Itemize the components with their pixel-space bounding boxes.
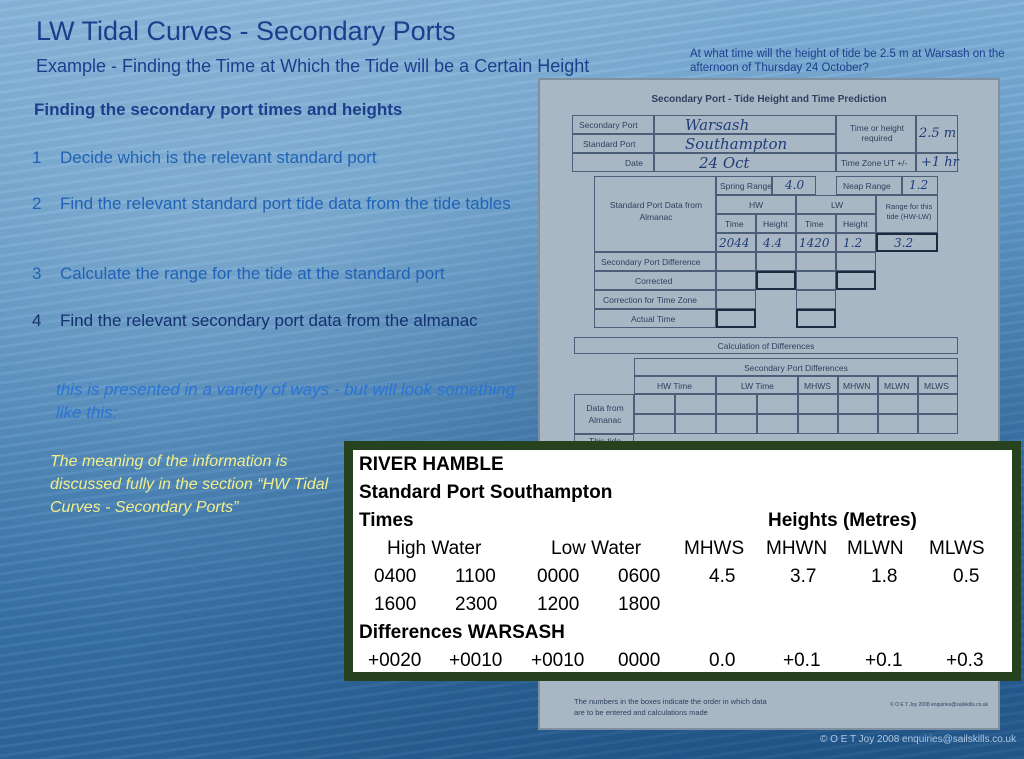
- step-number: 4: [32, 311, 42, 330]
- almanac-diff-time: +0020: [368, 650, 422, 671]
- form-copyright: © O E T Joy 2008 enquiries@sailskills.co.uk: [890, 702, 989, 708]
- secondary-port-label-box: [572, 115, 654, 134]
- date-label-box: [572, 153, 654, 172]
- col-mhwn: MHWN: [843, 381, 871, 391]
- form-cell: [798, 414, 838, 434]
- range-value: 3.2: [894, 236, 914, 250]
- question-text: At what time will the height of tide be 2.5 m at Warsash on the afternoon of Thursday 24 October?: [690, 48, 1005, 74]
- col-hw-time-box: [634, 376, 716, 394]
- standard-port-label: Standard Port: [583, 139, 636, 149]
- col-lw-time-box: [716, 376, 798, 394]
- lw-header: LW: [831, 200, 844, 210]
- col-mhwn-box: [838, 376, 878, 394]
- correction-tz-label: Correction for Time Zone: [603, 295, 698, 305]
- neap-range-label-box: [836, 176, 902, 195]
- form-cell: [878, 414, 918, 434]
- step-number: 1: [32, 148, 42, 167]
- col-hw-time: HW Time: [657, 381, 692, 391]
- lw-header-box: [796, 195, 876, 214]
- hw-time-header-box: [716, 214, 756, 233]
- lw-time-field: [796, 233, 836, 252]
- almanac-height-value: 4.5: [709, 566, 736, 587]
- form-cell: [716, 414, 757, 434]
- form-cell: [716, 394, 757, 414]
- almanac-height-value: 1.8: [871, 566, 898, 587]
- form-cell: [716, 309, 756, 328]
- corrected-label-box: [594, 271, 716, 290]
- hw-time-value: 2044: [719, 236, 750, 250]
- lw-time-header: Time: [805, 219, 824, 229]
- corrected-label: Corrected: [635, 276, 673, 286]
- data-almanac-label-box: [574, 394, 634, 434]
- form-cell: [796, 271, 836, 290]
- almanac-col-header: MHWN: [766, 538, 828, 559]
- almanac-col-header: MLWN: [847, 538, 904, 559]
- spring-range-field: [772, 176, 816, 195]
- almanac-time-value: 2300: [455, 594, 498, 615]
- std-data-label-box: [594, 176, 716, 252]
- almanac-time-value: 1100: [455, 566, 496, 587]
- almanac-diff-time: +0010: [531, 650, 585, 671]
- lw-height-header: Height: [843, 219, 868, 229]
- hw-header-box: [716, 195, 796, 214]
- almanac-time-value: 0600: [618, 566, 661, 587]
- form-cell: [757, 394, 798, 414]
- range-field: [876, 233, 938, 252]
- step-number: 3: [32, 264, 42, 283]
- almanac-diff-height: +0.3: [946, 650, 984, 671]
- lw-height-value: 1.2: [843, 236, 863, 250]
- form-cell: [634, 394, 675, 414]
- hw-header: HW: [749, 200, 764, 210]
- lw-time-value: 1420: [799, 236, 830, 250]
- hw-height-field: [756, 233, 796, 252]
- date-field: [654, 153, 836, 172]
- almanac-river-name: RIVER HAMBLE: [359, 454, 504, 475]
- almanac-diff-height: 0.0: [709, 650, 736, 671]
- form-cell: [796, 290, 836, 309]
- almanac-time-value: 1800: [618, 594, 661, 615]
- standard-port-label-box: [572, 134, 654, 153]
- almanac-height-value: 0.5: [953, 566, 980, 587]
- standard-port-field: [654, 134, 836, 153]
- hw-time-header: Time: [725, 219, 744, 229]
- form-cell: [634, 414, 675, 434]
- almanac-diff-time: +0010: [449, 650, 503, 671]
- date-value: 24 Oct: [699, 154, 750, 172]
- sec-port-diffs-header: Secondary Port Differences: [744, 363, 848, 373]
- form-cell: [838, 394, 878, 414]
- timezone-label-box: [836, 153, 916, 172]
- step-text: Calculate the range for the tide at the standard port: [60, 264, 445, 283]
- sec-diff-label: Secondary Port Difference: [601, 257, 701, 267]
- form-cell: [796, 309, 836, 328]
- almanac-low-water-header: Low Water: [551, 538, 642, 559]
- timezone-value: +1 hr: [921, 155, 959, 170]
- form-cell: [757, 414, 798, 434]
- form-cell: [836, 252, 876, 271]
- col-mlws: MLWS: [924, 381, 949, 391]
- col-mlwn-box: [878, 376, 918, 394]
- form-title: Secondary Port - Tide Height and Time Prediction: [651, 94, 887, 105]
- note-text: this is presented in a variety of ways - but will look something like this:: [56, 380, 516, 422]
- almanac-differences-label: Differences WARSASH: [359, 622, 565, 643]
- calc-header: Calculation of Differences: [717, 341, 815, 351]
- form-cell: [716, 252, 756, 271]
- almanac-standard-port: Standard Port Southampton: [359, 482, 613, 503]
- std-data-label: Standard Port Data from Almanac: [609, 200, 703, 222]
- almanac-time-value: 1600: [374, 594, 417, 615]
- almanac-card-content: [353, 450, 1012, 672]
- almanac-height-value: 3.7: [790, 566, 817, 587]
- step-number: 2: [32, 194, 42, 213]
- step-text: Find the relevant standard port tide data from the tide tables: [60, 194, 511, 213]
- almanac-diff-time: 0000: [618, 650, 661, 671]
- step-item: [32, 309, 532, 332]
- correction-tz-label-box: [594, 290, 716, 309]
- almanac-heights-label: Heights (Metres): [768, 510, 917, 531]
- calc-header-box: [574, 337, 958, 354]
- height-required-value: 2.5 m: [919, 126, 957, 141]
- form-cell: [716, 271, 756, 290]
- step-item: [32, 192, 532, 215]
- sec-port-diffs-header-box: [634, 358, 958, 376]
- step-text: Decide which is the relevant standard port: [60, 148, 377, 167]
- form-cell: [798, 394, 838, 414]
- form-cell: [675, 414, 716, 434]
- almanac-high-water-header: High Water: [387, 538, 482, 559]
- hw-time-field: [716, 233, 756, 252]
- date-label: Date: [625, 158, 643, 168]
- meaning-text: The meaning of the information is discussed fully in the section “HW Tidal Curves - Secondary Ports”: [50, 453, 329, 516]
- almanac-card: [344, 441, 1021, 681]
- hw-height-value: 4.4: [763, 236, 783, 250]
- data-almanac-label: Data from Almanac: [586, 403, 624, 425]
- form-cell: [756, 252, 796, 271]
- copyright-credit: © O E T Joy 2008 enquiries@sailskills.co.uk: [820, 734, 1017, 745]
- form-cell: [756, 271, 796, 290]
- neap-range-field: [902, 176, 938, 195]
- spring-range-label-box: [716, 176, 772, 195]
- col-lw-time: LW Time: [741, 381, 774, 391]
- col-mhws: MHWS: [804, 381, 831, 391]
- secondary-port-field: [654, 115, 836, 134]
- step-item: [32, 146, 532, 169]
- almanac-diff-height: +0.1: [783, 650, 821, 671]
- height-required-label-box: [836, 115, 916, 153]
- lw-time-header-box: [796, 214, 836, 233]
- lw-height-header-box: [836, 214, 876, 233]
- col-mlws-box: [918, 376, 958, 394]
- step-item: [32, 262, 532, 285]
- form-cell: [836, 271, 876, 290]
- range-header-box: [876, 195, 938, 233]
- lw-height-field: [836, 233, 876, 252]
- hw-height-header-box: [756, 214, 796, 233]
- timezone-field: [916, 153, 958, 172]
- almanac-time-value: 0400: [374, 566, 417, 587]
- col-mlwn: MLWN: [884, 381, 910, 391]
- step-text: Find the relevant secondary port data from the almanac: [60, 311, 478, 330]
- form-cell: [878, 394, 918, 414]
- secondary-port-value: Warsash: [685, 116, 750, 134]
- almanac-col-header: MLWS: [929, 538, 985, 559]
- almanac-col-header: MHWS: [684, 538, 745, 559]
- slide-subtitle: Example - Finding the Time at Which the Tide will be a Certain Height: [36, 56, 590, 76]
- form-cell: [918, 394, 958, 414]
- almanac-diff-height: +0.1: [865, 650, 903, 671]
- height-required-label: Time or height required: [849, 123, 904, 143]
- range-header: Range for this tide (HW-LW): [885, 202, 933, 221]
- almanac-times-label: Times: [359, 510, 414, 531]
- section-heading: Finding the secondary port times and heights: [34, 100, 403, 119]
- spring-range-label: Spring Range: [720, 181, 772, 191]
- almanac-time-value: 0000: [537, 566, 580, 587]
- form-cell: [675, 394, 716, 414]
- neap-range-value: 1.2: [909, 178, 929, 192]
- actual-time-label-box: [594, 309, 716, 328]
- timezone-label: Time Zone UT +/-: [841, 158, 908, 168]
- hw-height-header: Height: [763, 219, 788, 229]
- sec-diff-label-box: [594, 252, 716, 271]
- form-footer: The numbers in the boxes indicate the order in which data are to be entered and calculations made: [574, 697, 767, 717]
- form-cell: [838, 414, 878, 434]
- form-cell: [796, 252, 836, 271]
- standard-port-value: Southampton: [685, 135, 788, 153]
- form-cell: [716, 290, 756, 309]
- actual-time-label: Actual Time: [631, 314, 676, 324]
- secondary-port-label: Secondary Port: [579, 120, 638, 130]
- slide-title: LW Tidal Curves - Secondary Ports: [36, 16, 456, 46]
- spring-range-value: 4.0: [785, 178, 805, 192]
- col-mhws-box: [798, 376, 838, 394]
- height-required-field: [916, 115, 958, 153]
- form-cell: [918, 414, 958, 434]
- almanac-time-value: 1200: [537, 594, 580, 615]
- neap-range-label: Neap Range: [843, 181, 891, 191]
